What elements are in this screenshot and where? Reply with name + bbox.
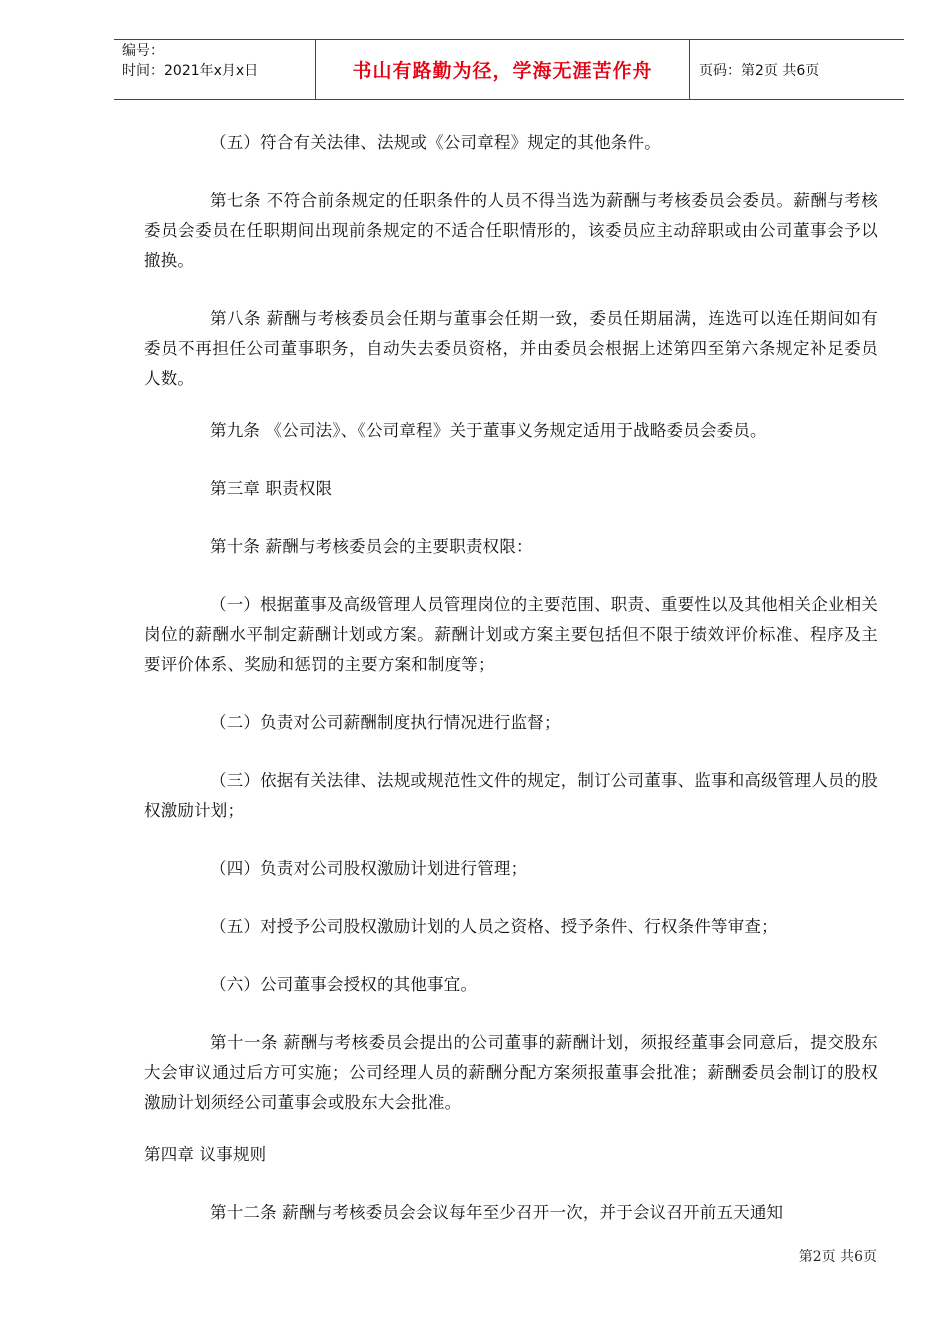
paragraph-duty-1: （一）根据董事及高级管理人员管理岗位的主要范围、职责、重要性以及其他相关企业相关岗位的薪酬水平制定薪酬计划或方案。薪酬计划或方案主要包括但不限于绩效评价标准、程序及主要评价体系、奖励和惩罚的主要方案和制度等； xyxy=(144,595,878,674)
paragraph-conditions-5: （五）符合有关法律、法规或《公司章程》规定的其他条件。 xyxy=(210,133,661,152)
page-header xyxy=(114,39,904,100)
chapter-3-heading: 第三章 职责权限 xyxy=(210,479,333,498)
paragraph-duty-6: （六）公司董事会授权的其他事宜。 xyxy=(210,975,478,994)
header-motto: 书山有路勤为径，学海无涯苦作舟 xyxy=(316,40,690,99)
header-meta xyxy=(114,40,316,99)
paragraph-duty-3: （三）依据有关法律、法规或规范性文件的规定，制订公司董事、监事和高级管理人员的股权激励计划； xyxy=(144,771,878,820)
page-footer: 第2页 共6页 xyxy=(798,1249,877,1265)
paragraph-article-9: 第九条 《公司法》、《公司章程》关于董事义务规定适用于战略委员会委员。 xyxy=(210,421,767,440)
paragraph-duty-2: （二）负责对公司薪酬制度执行情况进行监督； xyxy=(210,713,561,732)
paragraph-article-10: 第十条 薪酬与考核委员会的主要职责权限： xyxy=(210,537,533,556)
header-page-info: 页码：第2页 共6页 xyxy=(699,62,820,79)
paragraph-article-8: 第八条 薪酬与考核委员会任期与董事会任期一致，委员任期届满，连选可以连任期间如有委员不再担任公司董事职务，自动失去委员资格，并由委员会根据上述第四至第六条规定补足委员人数。 xyxy=(144,309,878,388)
chapter-4-heading: 第四章 议事规则 xyxy=(144,1145,267,1164)
header-time-label: 时间：2021年x月x日 xyxy=(122,63,259,79)
paragraph-duty-5: （五）对授予公司股权激励计划的人员之资格、授予条件、行权条件等审查； xyxy=(210,917,778,936)
paragraph-article-12: 第十二条 薪酬与考核委员会会议每年至少召开一次，并于会议召开前五天通知 xyxy=(210,1203,784,1222)
paragraph-duty-4: （四）负责对公司股权激励计划进行管理； xyxy=(210,859,528,878)
paragraph-article-7: 第七条 不符合前条规定的任职条件的人员不得当选为薪酬与考核委员会委员。薪酬与考核委员会委员在任职期间出现前条规定的不适合任职情形的，该委员应主动辞职或由公司董事会予以撤换。 xyxy=(144,191,878,270)
paragraph-article-11: 第十一条 薪酬与考核委员会提出的公司董事的薪酬计划，须报经董事会同意后，提交股东大会审议通过后方可实施；公司经理人员的薪酬分配方案须报董事会批准；薪酬委员会制订的股权激励计划须经公司董事会或股东大会批准。 xyxy=(144,1033,878,1112)
document-body xyxy=(144,128,878,1228)
header-number-label: 编号： xyxy=(122,43,164,59)
